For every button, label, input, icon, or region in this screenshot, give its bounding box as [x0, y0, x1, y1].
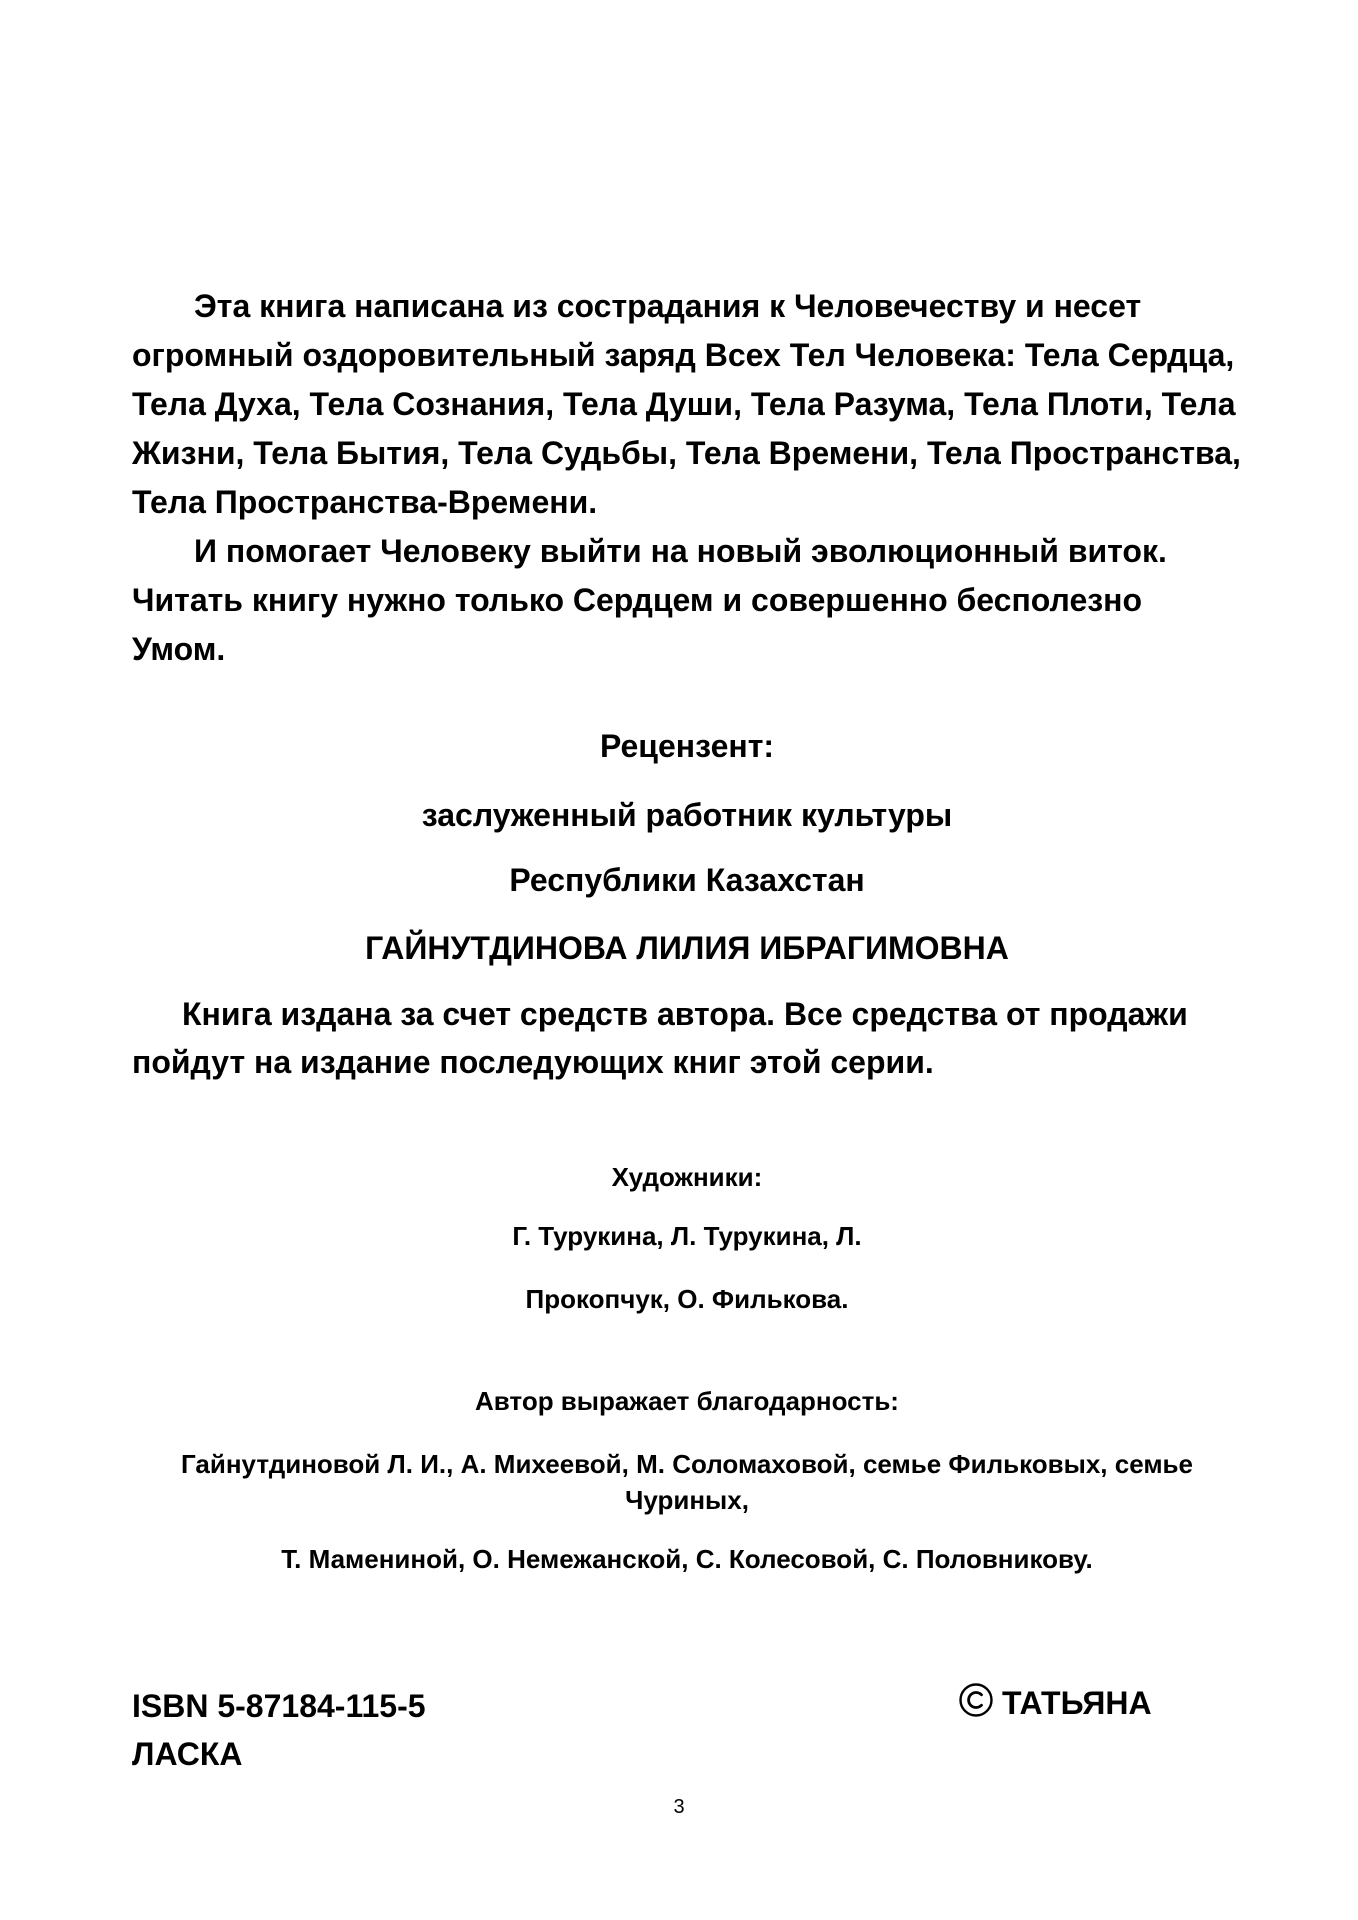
copyright-icon — [958, 1682, 994, 1718]
funding-text: Книга издана за счет средств автора. Все средства от продажи пойдут на издание последующих книг этой серии. — [132, 996, 1188, 1080]
artists-line-2: Прокопчук, О. Филькова. — [525, 1284, 849, 1314]
isbn-number: ISBN 5-87184-115-5 — [132, 1688, 426, 1724]
artists-heading: Художники: — [611, 1162, 763, 1192]
funding-note — [132, 990, 1242, 1086]
intro-paragraph-2: И помогает Человеку выйти на новый эволюционный виток. Читать книгу нужно только Сердцем и совершенно бесполезно Умом. — [132, 533, 1167, 667]
reviewer-title-line-2: Республики Казахстан — [509, 862, 865, 898]
isbn-block — [132, 1682, 426, 1778]
intro-text — [132, 282, 1242, 674]
reviewer-title-line-1: заслуженный работник культуры — [421, 797, 953, 833]
thanks-line-1: Гайнутдиновой Л. И., А. Михеевой, М. Соломаховой, семье Фильковых, семье Чуриных, — [181, 1449, 1193, 1515]
thanks-heading: Автор выражает благодарность: — [475, 1386, 899, 1416]
reviewer-heading: Рецензент: — [599, 728, 775, 764]
thanks-line-2: Т. Мамениной, О. Немежанской, С. Колесовой, С. Половникову. — [281, 1544, 1093, 1574]
artists-line-1: Г. Турукина, Л. Турукина, Л. — [512, 1221, 862, 1251]
page-number: 3 — [673, 1796, 685, 1818]
copyright-notice — [958, 1682, 1152, 1723]
reviewer-name: ГАЙНУТДИНОВА ЛИЛИЯ ИБРАГИМОВНА — [365, 930, 1009, 966]
publisher-name: ЛАСКА — [132, 1736, 243, 1772]
intro-paragraph-1: Эта книга написана из сострадания к Человечеству и несет огромный оздоровительный заряд Всех Тел Человека: Тела Сердца, Тела Духа, Тела Сознания, Тела Души, Тела Разума, Тела Плоти, Тела Жизни, Тела Бытия, Тела Судьбы, Тела Времени, Тела Пространства, Тела Пространства-Времени. — [132, 288, 1241, 520]
copyright-holder: ТАТЬЯНА — [1002, 1685, 1152, 1721]
